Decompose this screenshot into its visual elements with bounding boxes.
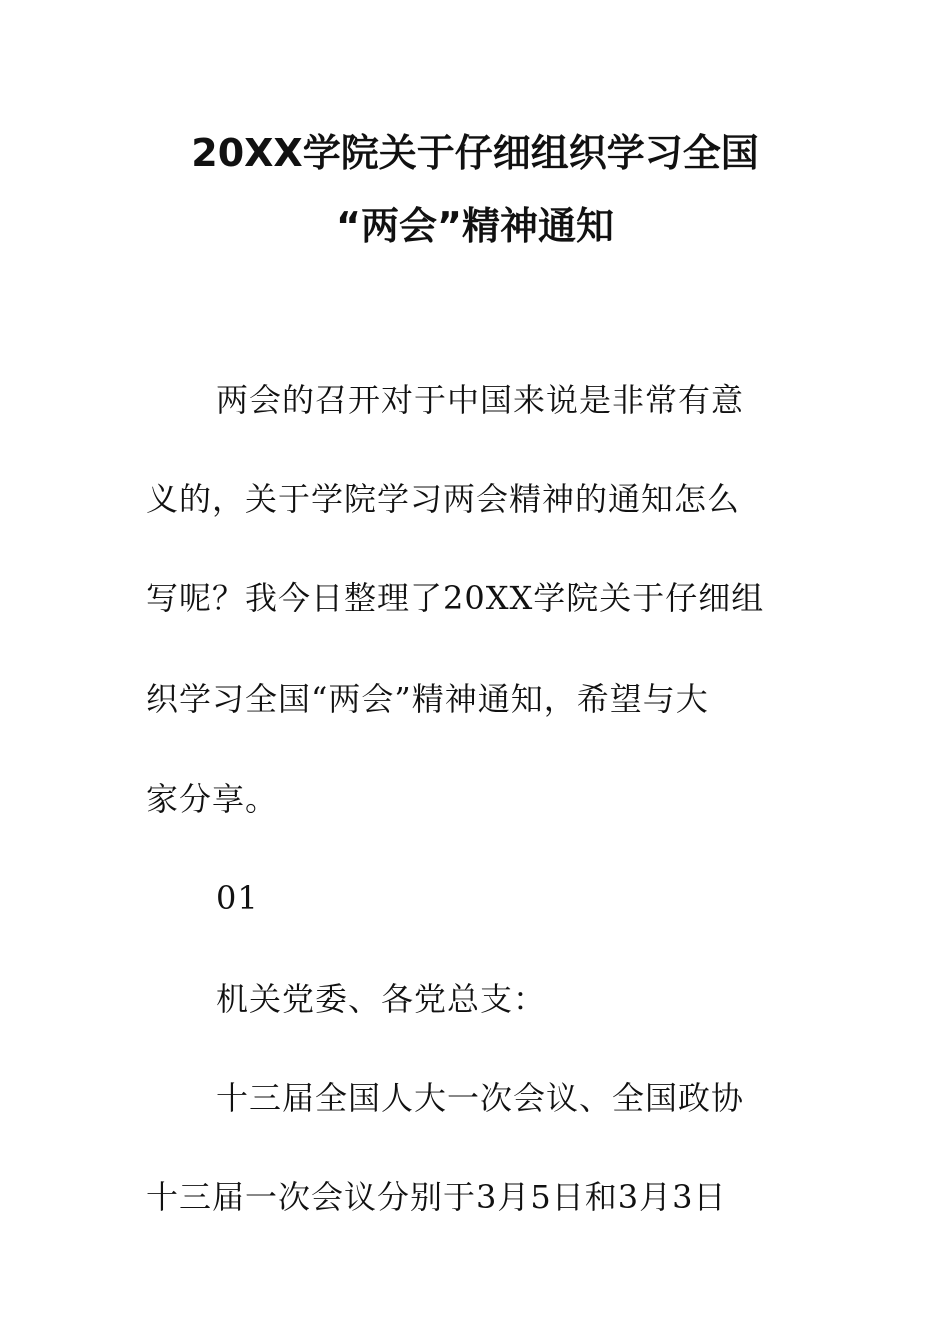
section-number: 01 [216,879,259,917]
paragraph-line: 织学习全国“两会”精神通知，希望与大 [146,680,709,718]
paragraph-line: 义的，关于学院学习两会精神的通知怎么 [146,480,741,518]
salutation-line: 机关党委、各党总支： [216,980,547,1018]
paragraph-line: 写呢？我今日整理了20XX学院关于仔细组 [146,579,765,617]
document-title-line-1: 20XX学院关于仔细组织学习全国 [191,131,759,175]
paragraph-line: 家分享。 [146,780,279,818]
paragraph-line: 十三届全国人大一次会议、全国政协 [216,1079,745,1117]
document-title-line-2: “两会”精神通知 [336,204,614,248]
paragraph-line: 两会的召开对于中国来说是非常有意 [216,381,745,419]
paragraph-line: 十三届一次会议分别于3月5日和3月3日 [146,1178,727,1216]
